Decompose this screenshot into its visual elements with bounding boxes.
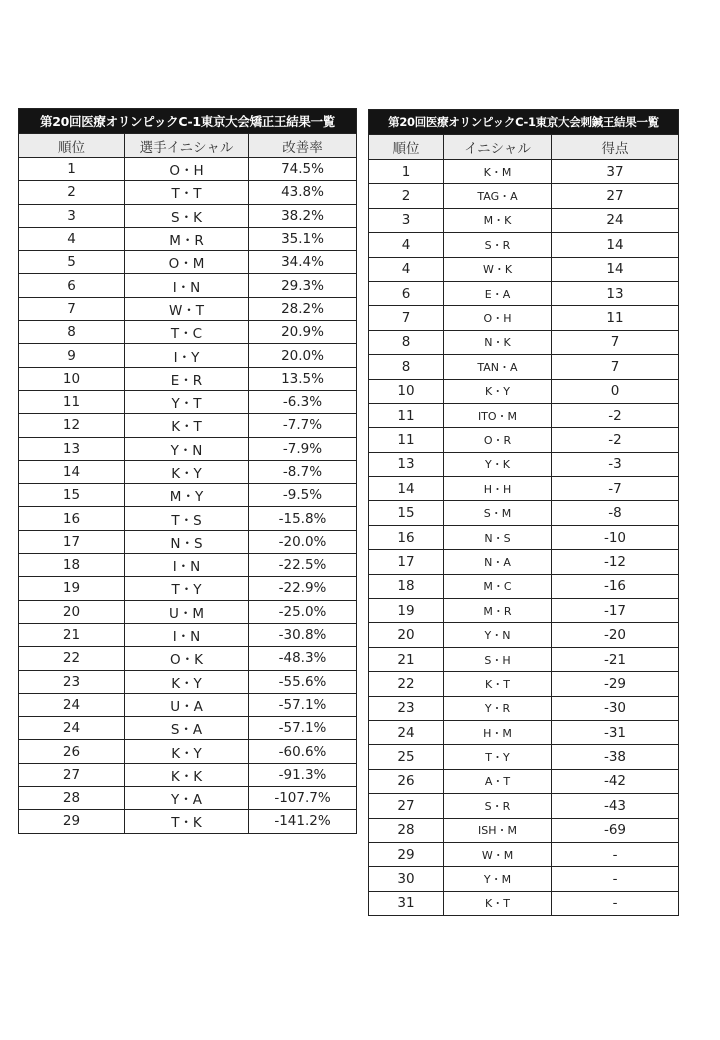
table-row	[369, 623, 679, 647]
table-row	[369, 184, 679, 208]
table-row	[369, 794, 679, 818]
improvement-rate-cell: 74.5%	[249, 158, 357, 181]
rank-cell: 4	[19, 227, 125, 250]
table-row	[369, 599, 679, 623]
improvement-rate-cell: -57.1%	[249, 717, 357, 740]
rank-cell: 1	[369, 160, 444, 184]
rank-cell: 18	[19, 554, 125, 577]
rank-cell: 22	[369, 672, 444, 696]
rank-cell: 26	[369, 769, 444, 793]
initials-cell: W・T	[125, 297, 249, 320]
score-cell: -69	[552, 818, 679, 842]
initials-cell: W・K	[444, 257, 552, 281]
table-row	[19, 297, 357, 320]
table-row	[369, 696, 679, 720]
rank-cell: 5	[19, 251, 125, 274]
table-title: 第20回医療オリンピックC-1東京大会矯正王結果一覧	[19, 109, 357, 134]
improvement-rate-cell: -57.1%	[249, 693, 357, 716]
score-cell: -42	[552, 769, 679, 793]
rank-cell: 1	[19, 158, 125, 181]
score-cell: -12	[552, 550, 679, 574]
column-header-rank: 順位	[369, 135, 444, 160]
table-row	[19, 437, 357, 460]
table-row	[369, 647, 679, 671]
table-row	[19, 181, 357, 204]
improvement-rate-cell: 35.1%	[249, 227, 357, 250]
table-row	[19, 390, 357, 413]
initials-cell: N・A	[444, 550, 552, 574]
improvement-rate-cell: -107.7%	[249, 787, 357, 810]
acupuncture-results-table	[368, 109, 679, 916]
improvement-rate-cell: -22.9%	[249, 577, 357, 600]
improvement-rate-cell: -55.6%	[249, 670, 357, 693]
improvement-rate-cell: -15.8%	[249, 507, 357, 530]
table-row	[369, 452, 679, 476]
rank-cell: 16	[369, 525, 444, 549]
table-row	[369, 257, 679, 281]
table-row	[19, 670, 357, 693]
rank-cell: 28	[369, 818, 444, 842]
table-row	[369, 477, 679, 501]
initials-cell: O・H	[444, 306, 552, 330]
table-row	[369, 306, 679, 330]
table-row	[369, 842, 679, 866]
initials-cell: K・T	[125, 414, 249, 437]
table-row	[19, 554, 357, 577]
table-row	[369, 867, 679, 891]
rank-cell: 15	[369, 501, 444, 525]
rank-cell: 28	[19, 787, 125, 810]
column-header-initials: 選手イニシャル	[125, 134, 249, 158]
initials-cell: N・S	[125, 530, 249, 553]
initials-cell: K・T	[444, 672, 552, 696]
initials-cell: E・A	[444, 281, 552, 305]
initials-cell: S・A	[125, 717, 249, 740]
table-row	[369, 160, 679, 184]
initials-cell: K・Y	[125, 460, 249, 483]
rank-cell: 7	[369, 306, 444, 330]
score-cell: 7	[552, 330, 679, 354]
rank-cell: 30	[369, 867, 444, 891]
improvement-rate-cell: -8.7%	[249, 460, 357, 483]
table-row	[19, 717, 357, 740]
rank-cell: 13	[19, 437, 125, 460]
initials-cell: I・N	[125, 554, 249, 577]
table-row	[19, 158, 357, 181]
score-cell: -21	[552, 647, 679, 671]
initials-cell: K・Y	[125, 740, 249, 763]
column-header-score: 得点	[552, 135, 679, 160]
score-cell: 0	[552, 379, 679, 403]
initials-cell: Y・K	[444, 452, 552, 476]
rank-cell: 10	[369, 379, 444, 403]
initials-cell: I・N	[125, 623, 249, 646]
rank-cell: 24	[19, 717, 125, 740]
table-row	[369, 550, 679, 574]
initials-cell: M・R	[125, 227, 249, 250]
rank-cell: 20	[19, 600, 125, 623]
rank-cell: 22	[19, 647, 125, 670]
table-row	[19, 577, 357, 600]
initials-cell: S・K	[125, 204, 249, 227]
initials-cell: T・K	[125, 810, 249, 833]
score-cell: 7	[552, 355, 679, 379]
table-row	[369, 330, 679, 354]
rank-cell: 2	[19, 181, 125, 204]
table-row	[369, 574, 679, 598]
improvement-rate-cell: -22.5%	[249, 554, 357, 577]
rank-cell: 23	[369, 696, 444, 720]
rank-cell: 8	[369, 355, 444, 379]
rank-cell: 7	[19, 297, 125, 320]
table-row	[19, 367, 357, 390]
initials-cell: N・S	[444, 525, 552, 549]
initials-cell: M・C	[444, 574, 552, 598]
rank-cell: 12	[19, 414, 125, 437]
score-cell: 14	[552, 233, 679, 257]
initials-cell: O・H	[125, 158, 249, 181]
table-row	[19, 693, 357, 716]
table-row	[19, 507, 357, 530]
initials-cell: T・Y	[125, 577, 249, 600]
improvement-rate-cell: -6.3%	[249, 390, 357, 413]
table-row	[369, 672, 679, 696]
initials-cell: T・T	[125, 181, 249, 204]
initials-cell: O・K	[125, 647, 249, 670]
table-row	[19, 623, 357, 646]
table-row	[19, 460, 357, 483]
improvement-rate-cell: 13.5%	[249, 367, 357, 390]
column-header-rank: 順位	[19, 134, 125, 158]
rank-cell: 11	[19, 390, 125, 413]
score-cell: -38	[552, 745, 679, 769]
table-row	[369, 769, 679, 793]
initials-cell: E・R	[125, 367, 249, 390]
initials-cell: Y・N	[125, 437, 249, 460]
improvement-rate-cell: 20.0%	[249, 344, 357, 367]
rank-cell: 8	[369, 330, 444, 354]
rank-cell: 24	[369, 720, 444, 744]
initials-cell: Y・M	[444, 867, 552, 891]
rank-cell: 21	[19, 623, 125, 646]
score-cell: -29	[552, 672, 679, 696]
initials-cell: H・H	[444, 477, 552, 501]
score-cell: -20	[552, 623, 679, 647]
improvement-rate-cell: -48.3%	[249, 647, 357, 670]
score-cell: 13	[552, 281, 679, 305]
initials-cell: M・Y	[125, 484, 249, 507]
rank-cell: 4	[369, 257, 444, 281]
table-row	[369, 745, 679, 769]
initials-cell: W・M	[444, 842, 552, 866]
table-row	[19, 344, 357, 367]
improvement-rate-cell: 34.4%	[249, 251, 357, 274]
score-cell: 24	[552, 208, 679, 232]
improvement-rate-cell: -60.6%	[249, 740, 357, 763]
table-row	[369, 281, 679, 305]
initials-cell: S・R	[444, 794, 552, 818]
initials-cell: TAG・A	[444, 184, 552, 208]
column-header-improvement-rate: 改善率	[249, 134, 357, 158]
initials-cell: K・M	[444, 160, 552, 184]
table-row	[369, 501, 679, 525]
initials-cell: T・S	[125, 507, 249, 530]
rank-cell: 26	[19, 740, 125, 763]
initials-cell: S・M	[444, 501, 552, 525]
rank-cell: 4	[369, 233, 444, 257]
initials-cell: K・Y	[125, 670, 249, 693]
column-header-initials: イニシャル	[444, 135, 552, 160]
initials-cell: I・N	[125, 274, 249, 297]
score-cell: 37	[552, 160, 679, 184]
table-row	[19, 274, 357, 297]
rank-cell: 14	[369, 477, 444, 501]
table-row	[19, 484, 357, 507]
table-row	[19, 204, 357, 227]
rank-cell: 14	[19, 460, 125, 483]
score-cell: -	[552, 867, 679, 891]
initials-cell: U・A	[125, 693, 249, 716]
table-row	[19, 787, 357, 810]
initials-cell: K・T	[444, 891, 552, 915]
initials-cell: Y・T	[125, 390, 249, 413]
initials-cell: S・R	[444, 233, 552, 257]
table-row	[369, 720, 679, 744]
rank-cell: 18	[369, 574, 444, 598]
rank-cell: 27	[369, 794, 444, 818]
initials-cell: Y・A	[125, 787, 249, 810]
score-cell: -8	[552, 501, 679, 525]
rank-cell: 20	[369, 623, 444, 647]
initials-cell: A・T	[444, 769, 552, 793]
score-cell: 14	[552, 257, 679, 281]
rank-cell: 17	[19, 530, 125, 553]
table-row	[369, 891, 679, 915]
rank-cell: 8	[19, 321, 125, 344]
table-row	[369, 525, 679, 549]
improvement-rate-cell: 43.8%	[249, 181, 357, 204]
initials-cell: S・H	[444, 647, 552, 671]
rank-cell: 11	[369, 428, 444, 452]
score-cell: 11	[552, 306, 679, 330]
improvement-rate-cell: 28.2%	[249, 297, 357, 320]
improvement-rate-cell: -141.2%	[249, 810, 357, 833]
improvement-rate-cell: -7.7%	[249, 414, 357, 437]
improvement-rate-cell: 20.9%	[249, 321, 357, 344]
rank-cell: 24	[19, 693, 125, 716]
rank-cell: 19	[369, 599, 444, 623]
improvement-rate-cell: -20.0%	[249, 530, 357, 553]
initials-cell: M・R	[444, 599, 552, 623]
table-row	[369, 818, 679, 842]
score-cell: 27	[552, 184, 679, 208]
rank-cell: 3	[369, 208, 444, 232]
rank-cell: 6	[369, 281, 444, 305]
score-cell: -31	[552, 720, 679, 744]
score-cell: -17	[552, 599, 679, 623]
initials-cell: K・K	[125, 763, 249, 786]
table-row	[19, 530, 357, 553]
improvement-rate-cell: -7.9%	[249, 437, 357, 460]
score-cell: -16	[552, 574, 679, 598]
table-row	[369, 355, 679, 379]
rank-cell: 19	[19, 577, 125, 600]
initials-cell: U・M	[125, 600, 249, 623]
score-cell: -7	[552, 477, 679, 501]
table-row	[19, 647, 357, 670]
rank-cell: 3	[19, 204, 125, 227]
score-cell: -2	[552, 428, 679, 452]
improvement-rate-cell: 29.3%	[249, 274, 357, 297]
score-cell: -2	[552, 403, 679, 427]
rank-cell: 9	[19, 344, 125, 367]
initials-cell: O・R	[444, 428, 552, 452]
initials-cell: I・Y	[125, 344, 249, 367]
initials-cell: K・Y	[444, 379, 552, 403]
rank-cell: 10	[19, 367, 125, 390]
table-row	[19, 810, 357, 833]
score-cell: -	[552, 842, 679, 866]
improvement-rate-cell: -9.5%	[249, 484, 357, 507]
rank-cell: 11	[369, 403, 444, 427]
improvement-rate-cell: -25.0%	[249, 600, 357, 623]
rank-cell: 27	[19, 763, 125, 786]
initials-cell: H・M	[444, 720, 552, 744]
rank-cell: 17	[369, 550, 444, 574]
table-row	[19, 600, 357, 623]
rank-cell: 29	[19, 810, 125, 833]
table-row	[19, 251, 357, 274]
rank-cell: 29	[369, 842, 444, 866]
rank-cell: 15	[19, 484, 125, 507]
table-row	[19, 321, 357, 344]
table-title: 第20回医療オリンピックC-1東京大会刺鍼王結果一覧	[369, 110, 679, 135]
table-row	[19, 414, 357, 437]
rank-cell: 31	[369, 891, 444, 915]
rank-cell: 13	[369, 452, 444, 476]
rank-cell: 21	[369, 647, 444, 671]
score-cell: -3	[552, 452, 679, 476]
initials-cell: T・Y	[444, 745, 552, 769]
initials-cell: O・M	[125, 251, 249, 274]
table-row	[369, 428, 679, 452]
initials-cell: TAN・A	[444, 355, 552, 379]
score-cell: -10	[552, 525, 679, 549]
initials-cell: M・K	[444, 208, 552, 232]
initials-cell: Y・R	[444, 696, 552, 720]
initials-cell: Y・N	[444, 623, 552, 647]
score-cell: -30	[552, 696, 679, 720]
table-row	[19, 227, 357, 250]
table-row	[369, 379, 679, 403]
table-row	[369, 403, 679, 427]
improvement-rate-cell: -30.8%	[249, 623, 357, 646]
initials-cell: ISH・M	[444, 818, 552, 842]
table-row	[369, 208, 679, 232]
rank-cell: 6	[19, 274, 125, 297]
table-row	[19, 740, 357, 763]
rank-cell: 16	[19, 507, 125, 530]
rank-cell: 25	[369, 745, 444, 769]
table-row	[369, 233, 679, 257]
orthodontic-results-table	[18, 108, 357, 834]
table-row	[19, 763, 357, 786]
improvement-rate-cell: -91.3%	[249, 763, 357, 786]
score-cell: -	[552, 891, 679, 915]
improvement-rate-cell: 38.2%	[249, 204, 357, 227]
initials-cell: ITO・M	[444, 403, 552, 427]
rank-cell: 23	[19, 670, 125, 693]
rank-cell: 2	[369, 184, 444, 208]
initials-cell: N・K	[444, 330, 552, 354]
score-cell: -43	[552, 794, 679, 818]
initials-cell: T・C	[125, 321, 249, 344]
